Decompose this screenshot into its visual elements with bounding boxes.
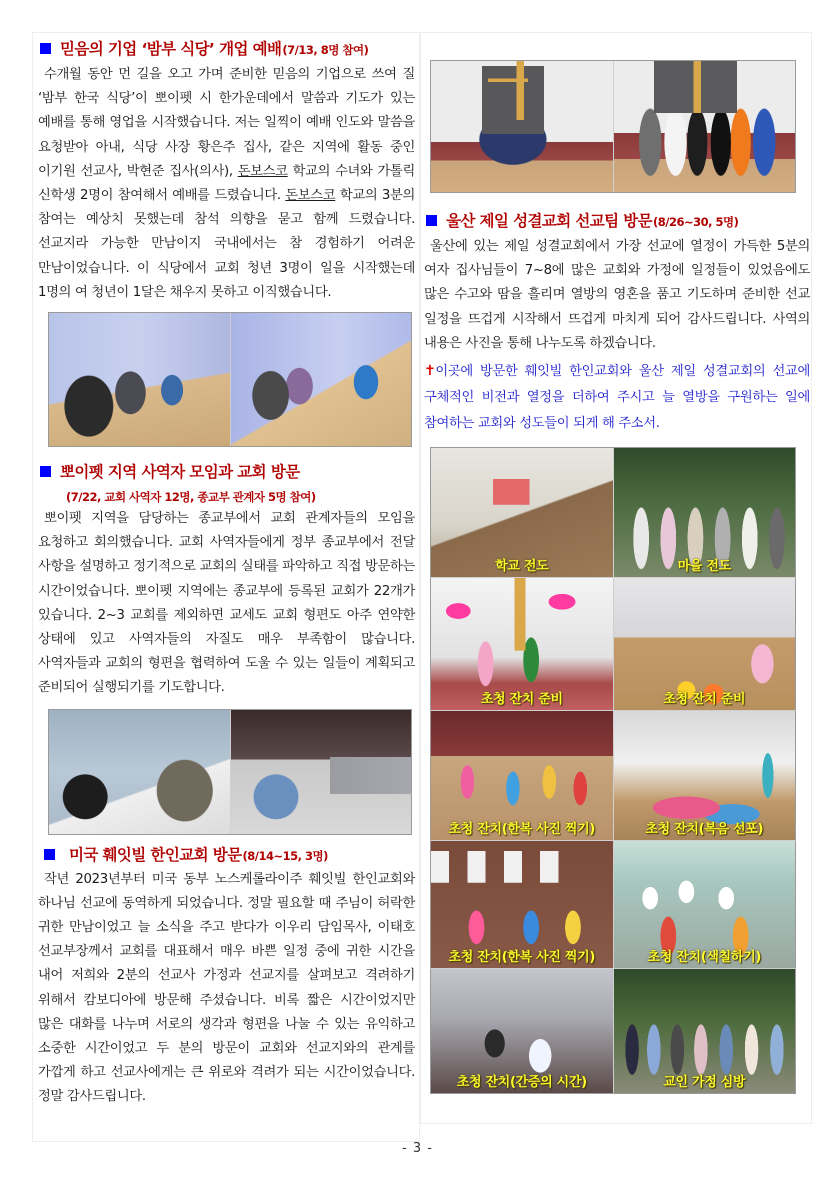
section-title <box>38 844 415 867</box>
photo-coloring <box>613 841 796 968</box>
photo-gospel-preaching <box>613 711 796 840</box>
left-column <box>38 38 415 1110</box>
prayer-body: 이곳에 방문한 훼잇빌 한인교회와 울산 제일 성결교회의 선교에 구체적인 비전과 열정을 더하여 주시고 늘 열방을 구원하는 일에 참여하는 교회와 성도들이 되게 해 주소서. <box>424 364 810 432</box>
section-title <box>34 38 415 61</box>
section-whitville-visit <box>38 844 415 1110</box>
meeting-photo-row <box>48 709 412 835</box>
page-number: - 3 - <box>402 1141 433 1156</box>
church-photo-row <box>430 60 796 193</box>
section-title <box>420 210 810 233</box>
section-body <box>424 235 810 356</box>
square-bullet-icon <box>40 43 51 54</box>
section-title <box>34 461 415 483</box>
church-group-photo-1 <box>431 61 613 192</box>
photo-grid-row <box>430 577 796 710</box>
section-title-text: 미국 훼잇빌 한인교회 방문 <box>69 845 242 864</box>
restaurant-photo-row <box>48 312 412 447</box>
ministry-photo-grid <box>430 447 796 1094</box>
photo-caption: 초청 잔치(한복 사진 찍기) <box>448 822 596 838</box>
section-body <box>38 63 415 305</box>
body-text-part: 울산에 있는 제일 성결교회에서 가장 선교에 열정이 가득한 5분의 여자 집사님들이 7~8에 많은 교회와 가정에 일정들이 있었음에도 많은 수고와 땀을 흘리며 열방의 영혼을 품고 기도하며 준비한 선교 일정을 뜨겁게 시작해서 뜨겁게 마치게 되어 감사드립니다. 사역의 내용은 사진을 통해 나누도록 하겠습니다. <box>424 239 810 351</box>
square-bullet-icon <box>40 466 51 477</box>
photo-caption: 학교 전도 <box>495 559 549 575</box>
photo-party-prep-1 <box>431 578 613 710</box>
church-group-photo-2 <box>613 61 796 192</box>
section-restaurant-opening <box>38 38 415 447</box>
section-title-date: (7/13, 8명 참여) <box>282 43 369 57</box>
photo-caption: 초청 잔치 준비 <box>663 692 746 708</box>
photo-grid-row <box>430 710 796 840</box>
underlined-text: 돈보스코 <box>285 188 336 204</box>
section-title-text: 울산 제일 성결교회 선교팀 방문 <box>446 212 653 230</box>
square-bullet-icon <box>44 849 55 860</box>
photo-testimony <box>431 969 613 1093</box>
photo-village-evangelism <box>613 448 796 577</box>
photo-caption: 초청 잔치 준비 <box>480 692 563 708</box>
photo-grid-row <box>430 968 796 1094</box>
section-poipet-meeting <box>38 461 415 835</box>
square-bullet-icon <box>426 215 437 226</box>
section-subtitle: (7/22, 교회 사역자 12명, 종교부 관계자 5명 참여) <box>66 490 316 505</box>
section-title-text: 뽀이펫 지역 사역자 모임과 교회 방문 <box>60 463 300 482</box>
section-ulsan-team <box>424 210 810 437</box>
photo-caption: 초청 잔치(복음 선포) <box>645 822 764 838</box>
restaurant-photo-2 <box>230 313 412 446</box>
section-title-text: 믿음의 기업 ‘밤부 식당’ 개업 예배 <box>60 40 282 58</box>
body-text-part: 학교의 수녀와 가톨릭 신학생 2명이 참여해서 예배를 드렸습니다. <box>38 163 415 204</box>
photo-hanbok-1 <box>431 711 613 840</box>
photo-grid-row <box>430 840 796 968</box>
photo-caption: 초청 잔치(색칠하기) <box>647 950 762 966</box>
photo-caption: 초청 잔치(간증의 시간) <box>456 1075 587 1091</box>
body-text-part: 수개월 동안 먼 길을 오고 가며 준비한 믿음의 기업으로 쓰여 질 ‘밤부 한국 식당’이 뽀이펫 시 한가운데에서 말씀과 기도가 있는 예배를 통해 영업을 시작했습니다. 저는 일찍이 예배 인도와 말씀을 요청받아 아내, 식당 사장 황은주 집사, 같은 지역에 활동 중인 이기원 선교사, 박현준 집사(의사), <box>38 67 415 179</box>
right-column <box>424 38 810 1094</box>
meeting-photo-1 <box>49 710 230 834</box>
section-title-date: (8/14~15, 3명) <box>242 848 328 863</box>
restaurant-photo-1 <box>49 313 230 446</box>
photo-grid-row <box>430 447 796 577</box>
body-text-part: 뽀이펫 지역을 담당하는 종교부에서 교회 관계자들의 모임을 요청하고 회의했습니다. 교회 사역자들에게 정부 종교부에서 전달 사항을 설명하고 정기적으로 교회의 실태를 파악하고 직접 방문하는 시간이었습니다. 뽀이펫 지역에는 종교부에 등록된 교회가 22개가 있습니다. 2~3 교회를 제외하면 교세도 교회 형편도 아주 연약한 상태에 있고 사역자들의 자질도 매우 부족함이 많습니다. 사역자들과 교회의 형편을 협력하여 도울 수 있는 일들이 계획되고 준비되어 실행되기를 기도합니다. <box>38 511 415 696</box>
section-body <box>38 868 415 1110</box>
photo-school-evangelism <box>431 448 613 577</box>
section-body <box>38 507 415 701</box>
photo-home-visit <box>613 969 796 1093</box>
meeting-photo-2 <box>230 710 412 834</box>
photo-caption: 마을 전도 <box>677 559 731 575</box>
section-title-date: (8/26~30, 5명) <box>653 215 739 229</box>
photo-party-prep-2 <box>613 578 796 710</box>
body-text-part: 작년 2023년부터 미국 동부 노스케롤라이주 훼잇빌 한인교회와 하나님 선교에 동역하게 되었습니다. 정말 필요할 때 주님이 허락한 귀한 만남이었고 늘 소식을 주고 받다가 이우리 담임목사, 이태호 선교부장께서 교회를 대표해서 매우 바쁜 일정 중에 귀한 시간을 내어 저희와 2분의 선교사 가정과 선교지를 살펴보고 격려하기 위해서 캄보디아에 방문해 주셨습니다. 비록 짧은 시간이었지만 많은 대화를 나누며 서로의 생각과 형편을 나눌 수 있는 유익하고 소중한 시간이었고 두 분의 방문이 교회와 선교지와의 관계를 가깝게 하고 선교사에게는 큰 위로와 격려가 되는 시간이었습니다. 정말 감사드립니다. <box>38 871 415 1105</box>
photo-caption: 초청 잔치(한복 사진 찍기) <box>448 950 596 966</box>
cross-icon: ✝ <box>424 363 436 380</box>
underlined-text: 돈보스코 <box>237 163 288 179</box>
body-text-part: 학교의 3분의 참여는 예상치 못했는데 참석 의향을 묻고 함께 드렸습니다. 선교지라 가능한 만남이지 국내에서는 참 경험하기 어려운 만남이었습니다. 이 식당에서 교회 청년 3명이 일을 시작했는데 1명의 여 청년이 1달은 채우지 못하고 이직했습니다. <box>38 188 416 300</box>
photo-caption: 교인 가정 심방 <box>663 1075 746 1091</box>
photo-hanbok-2 <box>431 841 613 968</box>
prayer-text <box>424 358 810 437</box>
